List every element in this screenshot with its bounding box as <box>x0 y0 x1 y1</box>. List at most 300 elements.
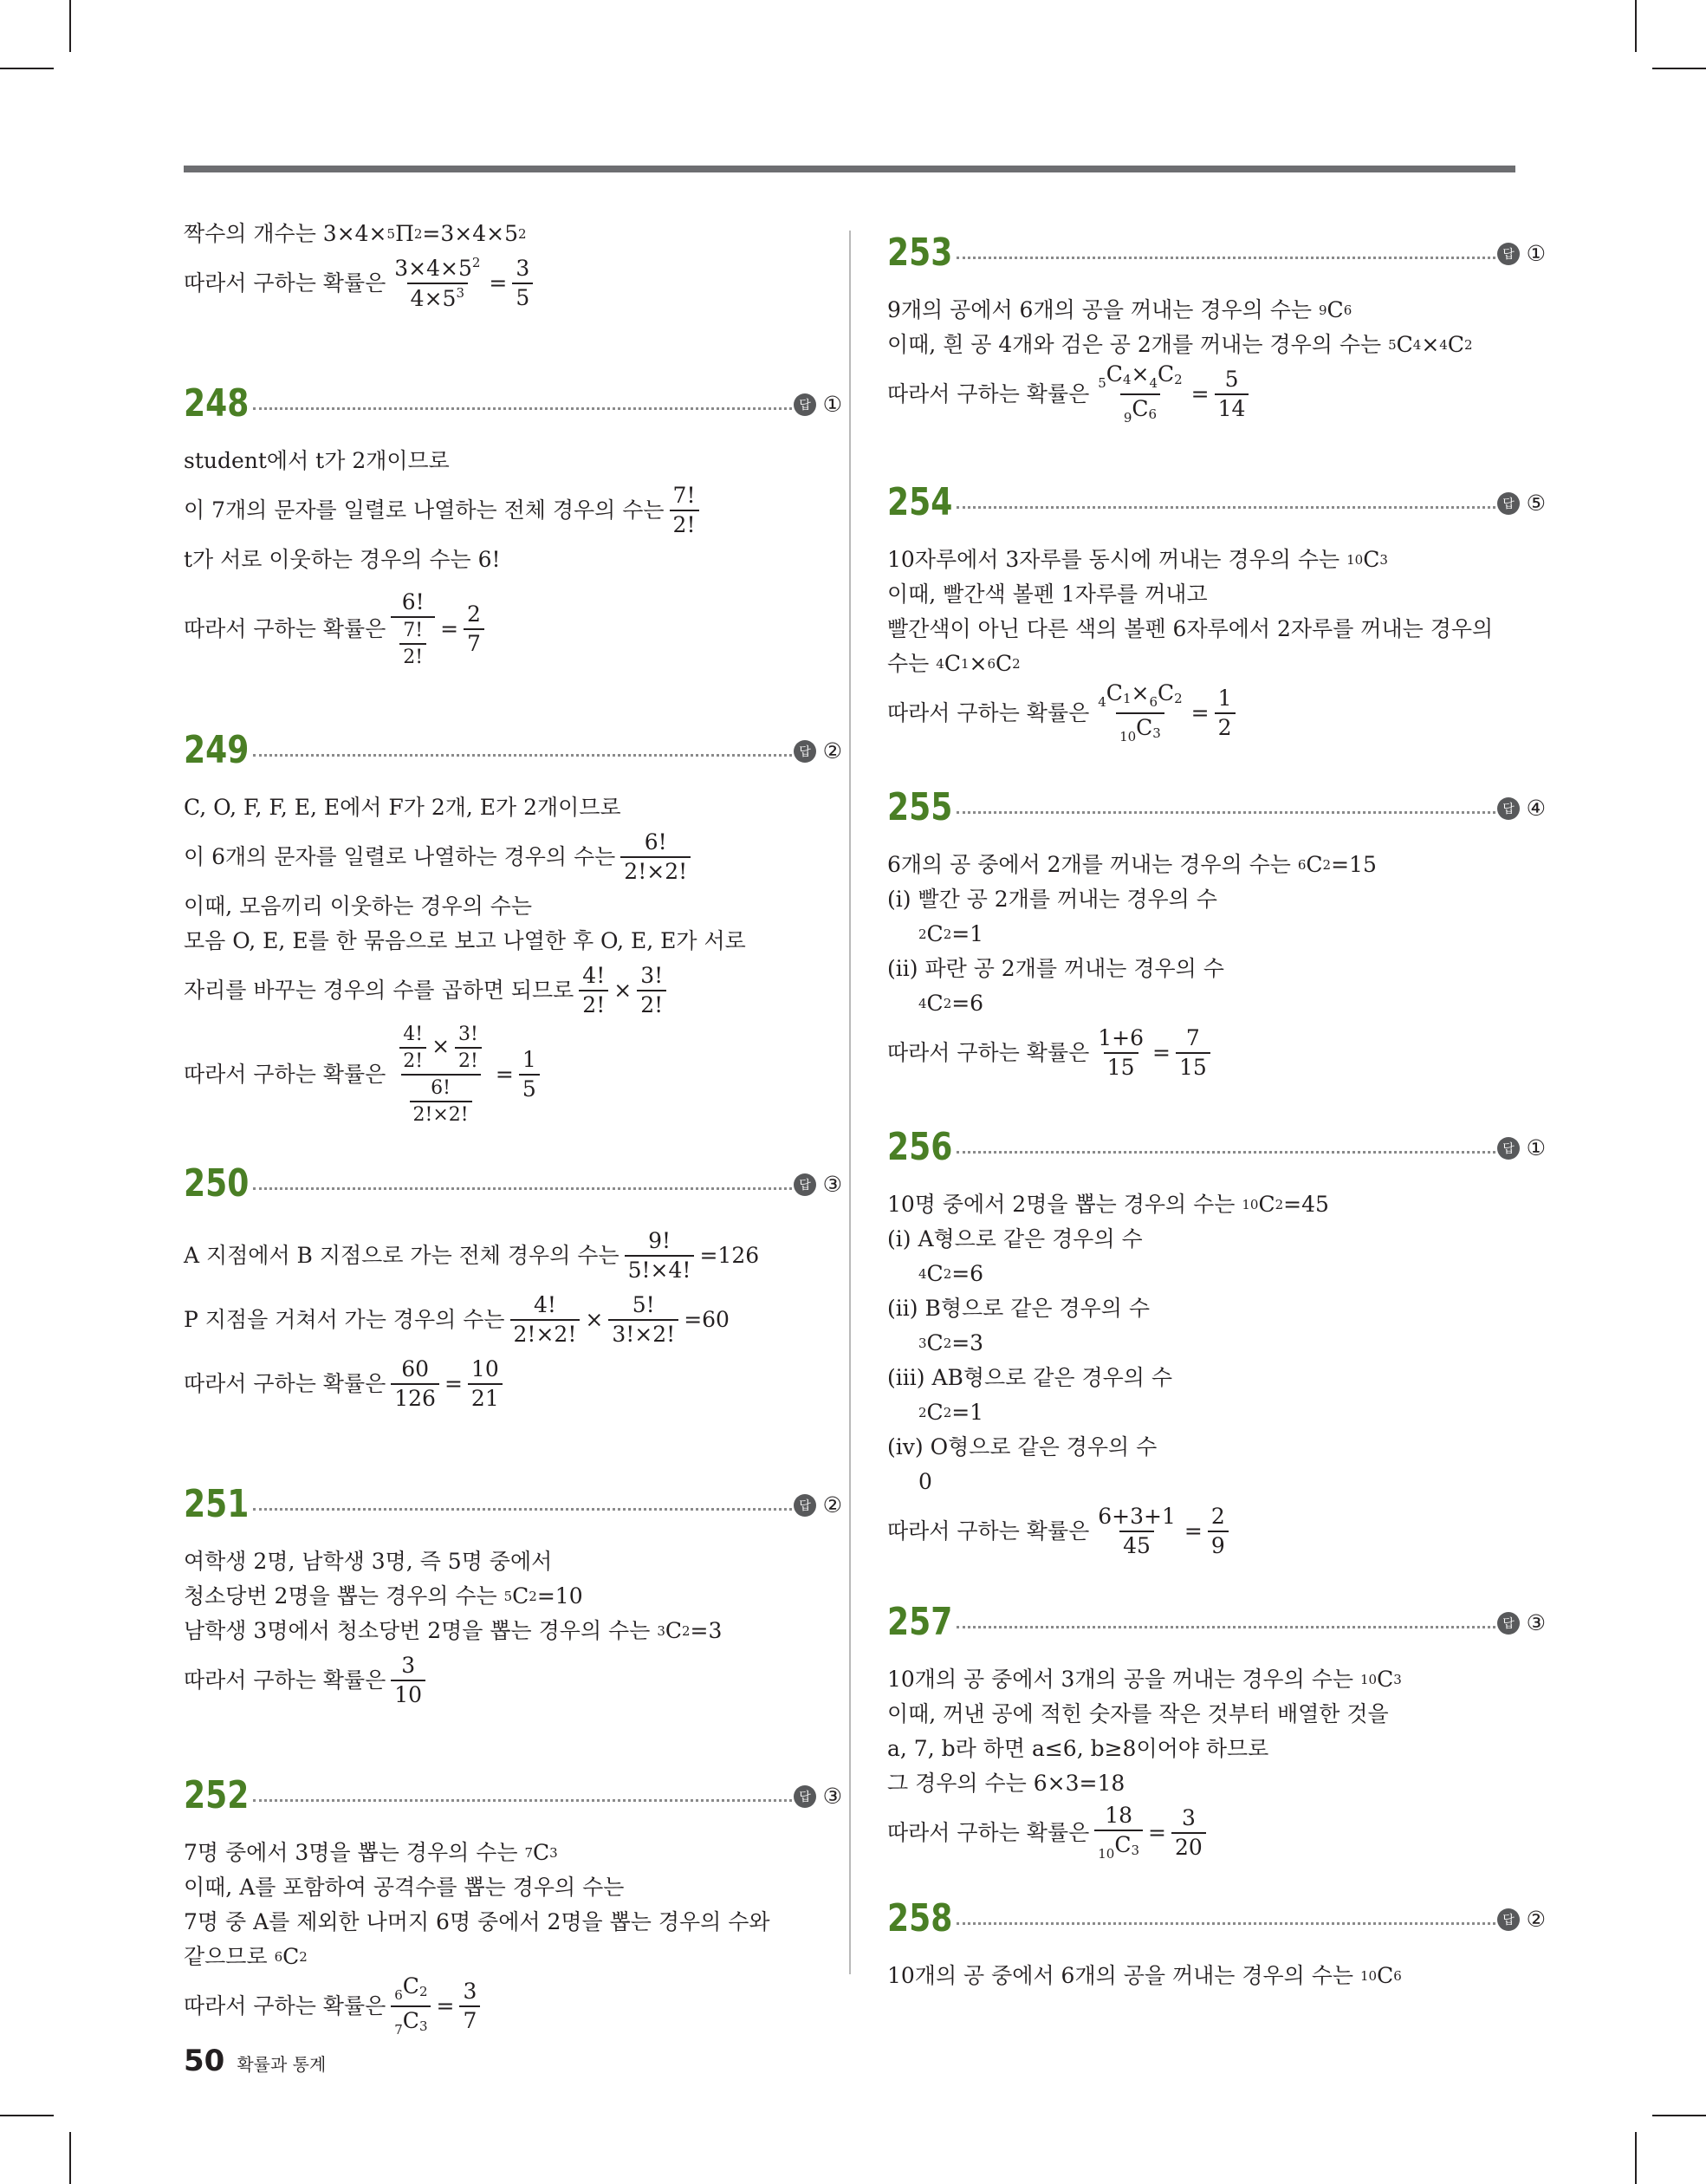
problem-252 <box>184 1768 842 2038</box>
text: C <box>1396 332 1413 357</box>
text: 따라서 구하는 확률은 <box>887 1518 1090 1544</box>
problem-250 <box>184 1156 842 1416</box>
text: 10개의 공 중에서 3개의 공을 꺼내는 경우의 수는 <box>887 1667 1354 1692</box>
text: 2 <box>682 1623 691 1639</box>
text: 3 <box>1131 1843 1140 1859</box>
column-divider <box>849 231 851 1974</box>
dotted-leader <box>957 1922 1495 1925</box>
fraction <box>1094 1024 1147 1080</box>
text-line <box>184 577 842 681</box>
text: 2 <box>299 1949 308 1965</box>
answer-choice: ② <box>1526 1907 1546 1932</box>
text: 2!×2! <box>620 856 691 883</box>
text-line <box>887 882 1546 917</box>
crop-mark <box>1635 2132 1637 2184</box>
text: 따라서 구하는 확률은 <box>184 616 386 641</box>
fraction <box>399 1024 426 1071</box>
answer-choice: ③ <box>822 1784 842 1809</box>
text: 10개의 공 중에서 6개의 공을 꺼내는 경우의 수는 <box>887 1963 1354 1988</box>
answer-mark-icon: 답 <box>794 1494 816 1517</box>
text: 청소당번 2명을 뽑는 경우의 수는 <box>184 1583 497 1609</box>
text: 2 <box>529 1589 537 1604</box>
text-line <box>184 825 842 889</box>
text: = <box>440 616 459 641</box>
text-line <box>184 251 842 315</box>
text: =15 <box>1331 852 1377 877</box>
text-line <box>887 1361 1546 1395</box>
text: = <box>1190 381 1210 406</box>
text: (ⅲ) AB형으로 같은 경우의 수 <box>887 1365 1173 1390</box>
text: 4 <box>936 656 944 672</box>
text: 1 <box>522 1046 536 1072</box>
text-line <box>887 543 1546 577</box>
text-line <box>887 647 1546 681</box>
text: 5!×4! <box>625 1255 695 1282</box>
text: 6 <box>1148 406 1158 422</box>
answer-mark-icon: 답 <box>794 1785 816 1808</box>
text: 7명 중에서 3명을 뽑는 경우의 수는 <box>184 1840 518 1865</box>
text: 3! <box>458 1023 478 1045</box>
text: 18 <box>1105 1803 1133 1828</box>
text: =3 <box>690 1618 723 1643</box>
problem-number: 258 <box>887 1896 953 1940</box>
text: × <box>585 1307 604 1332</box>
problem-258 <box>887 1891 1546 1993</box>
answer-mark-icon: 답 <box>1497 1137 1520 1160</box>
text-line <box>887 1326 1546 1361</box>
text: 10명 중에서 2명을 뽑는 경우의 수는 <box>887 1192 1236 1217</box>
text: 4 <box>1439 337 1448 353</box>
fraction <box>391 1355 439 1411</box>
answer-choice: ① <box>1526 241 1546 266</box>
text: 5 <box>1224 366 1239 392</box>
dotted-leader <box>253 1187 792 1190</box>
text-line <box>184 1870 842 1905</box>
text-line <box>184 790 842 825</box>
text-line <box>184 924 842 959</box>
text: 2 <box>918 1405 927 1420</box>
text: 6! <box>431 1077 451 1099</box>
text: 10 <box>1119 729 1137 744</box>
dotted-leader <box>957 257 1495 259</box>
text: =10 <box>536 1583 583 1609</box>
text: 3 <box>549 1845 558 1861</box>
text-line <box>887 1430 1546 1465</box>
text: 7! <box>672 482 696 508</box>
fraction <box>1094 363 1185 426</box>
text: 2 <box>1463 337 1473 353</box>
text: 10 <box>1346 552 1364 568</box>
answer-mark-icon: 답 <box>1497 1612 1520 1635</box>
text: 같으므로 <box>184 1944 268 1969</box>
problem-255 <box>887 780 1546 1085</box>
text: 45 <box>1119 1531 1154 1557</box>
text: P 지점을 거쳐서 가는 경우의 수는 <box>184 1307 505 1332</box>
problem-number: 248 <box>184 381 250 426</box>
text: 9 <box>1208 1531 1229 1557</box>
text: 15 <box>1176 1052 1210 1079</box>
text: 20 <box>1171 1832 1206 1859</box>
answer-choice: ① <box>822 392 842 417</box>
text-line <box>184 1940 842 1974</box>
text: C <box>926 1330 944 1355</box>
text-line <box>887 848 1546 882</box>
text: 빨간색이 아닌 다른 색의 볼펜 6자루에서 2자루를 꺼내는 경우의 <box>887 616 1494 641</box>
text: 7 <box>464 628 484 655</box>
text: 2 <box>1174 372 1183 388</box>
fraction <box>579 962 608 1017</box>
problem-number: 253 <box>887 231 953 275</box>
page-footer <box>184 2044 326 2078</box>
text: C <box>1106 361 1123 387</box>
text: 2 <box>943 1336 952 1351</box>
text: C <box>944 651 961 676</box>
text: 2 <box>943 1266 952 1282</box>
problem-249 <box>184 723 842 1127</box>
text: 9 <box>1123 410 1132 426</box>
text-line <box>887 1732 1546 1766</box>
problem-header <box>887 1891 1546 1947</box>
text: 5 <box>519 1074 540 1101</box>
problem-256 <box>887 1120 1546 1563</box>
text-line <box>184 444 842 478</box>
answer-choice: ③ <box>1526 1610 1546 1635</box>
text: 10 <box>1360 1672 1378 1687</box>
text: (ⅳ) O형으로 같은 경우의 수 <box>887 1434 1158 1459</box>
problem-header <box>887 1120 1546 1175</box>
text: 6! <box>401 588 425 614</box>
text: 9 <box>1319 302 1327 318</box>
problem-header <box>184 1156 842 1212</box>
text: × <box>1131 361 1150 387</box>
text-line <box>887 1187 1546 1222</box>
page-number: 50 <box>184 2044 225 2078</box>
text: = <box>1184 1518 1203 1544</box>
problem-number: 249 <box>184 728 250 772</box>
fraction <box>625 1227 695 1283</box>
text: C <box>665 1618 682 1643</box>
text: 3 <box>463 1978 477 2004</box>
text-line <box>887 986 1546 1021</box>
fraction <box>1215 368 1249 421</box>
fraction <box>459 1980 480 2033</box>
text: C <box>1106 680 1123 706</box>
text: 4 <box>1412 337 1422 353</box>
text-line <box>887 952 1546 986</box>
text: C <box>1157 680 1175 706</box>
problem-254 <box>887 475 1546 745</box>
answer-choice: ④ <box>1526 796 1546 821</box>
answer-mark-icon: 답 <box>794 740 816 763</box>
text: =3 <box>951 1330 984 1355</box>
text-line <box>184 959 842 1023</box>
answer-mark-icon: 답 <box>1497 1908 1520 1931</box>
text: 따라서 구하는 확률은 <box>184 1371 386 1396</box>
answer-choice: ② <box>822 738 842 764</box>
fraction <box>637 962 666 1017</box>
dotted-leader <box>957 811 1495 814</box>
text: 15 <box>1104 1052 1138 1079</box>
text: × <box>1131 680 1150 706</box>
text: 따라서 구하는 확률은 <box>184 270 386 296</box>
text-line <box>184 1544 842 1579</box>
text: 6개의 공 중에서 2개를 꺼내는 경우의 수는 <box>887 852 1291 877</box>
text: 2 <box>1174 691 1183 707</box>
fraction <box>391 1654 425 1707</box>
fraction <box>391 588 435 669</box>
text: C <box>533 1840 550 1865</box>
text-line <box>887 1697 1546 1732</box>
text: t가 서로 이웃하는 경우의 수는 6! <box>184 547 501 572</box>
text: 6 <box>1149 694 1158 711</box>
text: 3 <box>918 1336 927 1351</box>
text: C <box>1114 1832 1132 1858</box>
text-line <box>887 1021 1546 1085</box>
text: (ⅱ) B형으로 같은 경우의 수 <box>887 1296 1151 1321</box>
text: = <box>495 1062 514 1087</box>
answer-choice: ⑤ <box>1526 491 1546 516</box>
text: 0 <box>918 1469 932 1494</box>
text: 자리를 바꾸는 경우의 수를 곱하면 되므로 <box>184 978 574 1003</box>
text: 7 <box>524 1845 533 1861</box>
fraction <box>1094 682 1185 744</box>
dotted-leader <box>253 754 792 757</box>
text: 따라서 구하는 확률은 <box>887 1820 1090 1845</box>
text: 7명 중 A를 제외한 나머지 6명 중에서 2명을 뽑는 경우의 수와 <box>184 1909 770 1934</box>
fraction <box>1215 687 1236 740</box>
text: =60 <box>684 1307 730 1332</box>
text: 짝수의 개수는 3×4× <box>184 221 387 246</box>
fraction <box>1094 1804 1143 1862</box>
text: 14 <box>1215 393 1249 420</box>
text-line <box>887 293 1546 328</box>
text-line <box>887 1222 1546 1257</box>
text-line <box>184 217 842 251</box>
problem-number: 256 <box>887 1125 953 1169</box>
text: C <box>1377 1667 1394 1692</box>
text: 1 <box>960 656 970 672</box>
text: 7 <box>459 2005 480 2032</box>
crop-mark <box>0 2115 54 2116</box>
text: =3×4×5 <box>422 221 518 246</box>
text: 남학생 3명에서 청소당번 2명을 뽑는 경우의 수는 <box>184 1618 651 1643</box>
text-line <box>887 1499 1546 1563</box>
text-line <box>887 1662 1546 1697</box>
text: = <box>1152 1040 1171 1065</box>
text: × <box>969 651 988 676</box>
text: 1+6 <box>1098 1024 1145 1050</box>
text: C <box>402 1973 419 1999</box>
carry-over-solution <box>184 217 842 315</box>
text: 5 <box>1098 375 1106 392</box>
text: (ⅰ) 빨간 공 2개를 꺼내는 경우의 수 <box>887 887 1217 912</box>
text: 4×5 <box>410 286 457 311</box>
problem-header <box>184 723 842 778</box>
text: C <box>1377 1963 1394 1988</box>
fraction <box>455 1024 482 1071</box>
text: 3 <box>516 255 530 281</box>
text: 따라서 구하는 확률은 <box>184 1993 386 2018</box>
answer-mark-icon: 답 <box>794 393 816 416</box>
text: C, O, F, F, E, E에서 F가 2개, E가 2개이므로 <box>184 795 621 820</box>
text: 이때, 모음끼리 이웃하는 경우의 수는 <box>184 894 532 919</box>
text: =1 <box>951 1400 984 1425</box>
text: 5 <box>512 283 533 309</box>
text: C <box>996 651 1013 676</box>
text: 3 <box>657 1623 665 1639</box>
text: 4 <box>918 996 927 1011</box>
text: 5! <box>632 1291 655 1317</box>
text: 2!×2! <box>510 1319 581 1346</box>
text-line <box>887 917 1546 952</box>
problem-number: 252 <box>184 1773 250 1817</box>
fraction <box>410 1078 472 1125</box>
text: 4 <box>1098 694 1106 711</box>
text: 2 <box>413 226 423 242</box>
fraction <box>464 603 484 656</box>
text: = <box>1148 1820 1166 1845</box>
text: C <box>926 991 944 1016</box>
text: 2 <box>1322 857 1332 873</box>
text-line <box>887 362 1546 426</box>
text-line <box>184 543 842 577</box>
text: 2! <box>670 510 699 536</box>
text: 2 <box>943 926 952 942</box>
text: 2! <box>637 990 666 1017</box>
text: A 지점에서 B 지점으로 가는 전체 경우의 수는 <box>184 1243 619 1268</box>
text: 3 <box>1393 1672 1402 1687</box>
text-line <box>184 889 842 924</box>
text-line <box>184 1836 842 1870</box>
text: 4 <box>1122 372 1132 388</box>
fraction <box>468 1355 503 1411</box>
text: C <box>1306 852 1323 877</box>
text: × <box>431 1033 451 1059</box>
text: C <box>926 1400 944 1425</box>
fraction <box>608 1291 678 1347</box>
text: 10 <box>470 1355 499 1381</box>
text: student에서 t가 2개이므로 <box>184 448 450 473</box>
text: =45 <box>1283 1192 1329 1217</box>
text: 이 7개의 문자를 일렬로 나열하는 전체 경우의 수는 <box>184 497 665 523</box>
fraction <box>670 484 699 537</box>
text: 4! <box>582 962 606 988</box>
problem-header <box>184 1477 842 1532</box>
dotted-leader <box>957 506 1495 509</box>
problem-header <box>887 225 1546 281</box>
text: = <box>489 270 508 296</box>
text: 21 <box>468 1383 503 1410</box>
crop-mark <box>1652 68 1706 69</box>
problem-257 <box>887 1595 1546 1865</box>
text: 6 <box>1343 302 1352 318</box>
text: × <box>1421 332 1440 357</box>
crop-mark <box>1652 2115 1706 2116</box>
text: = <box>444 1371 463 1396</box>
fraction <box>391 1024 490 1125</box>
text: =6 <box>951 991 984 1016</box>
text: 이때, 꺼낸 공에 적힌 숫자를 작은 것부터 배열한 것을 <box>887 1701 1389 1726</box>
dotted-leader <box>957 1151 1495 1154</box>
problem-number: 254 <box>887 480 953 524</box>
text: C <box>282 1944 300 1969</box>
text: 6! <box>644 829 667 855</box>
text: 2 <box>1275 1197 1284 1212</box>
text: 2 <box>467 601 481 627</box>
header-rule <box>184 166 1515 172</box>
text: 6 <box>987 656 996 672</box>
text-line <box>887 1395 1546 1430</box>
text: 7! <box>403 620 424 642</box>
fraction <box>1171 1804 1206 1860</box>
text: 여학생 2명, 남학생 3명, 즉 5명 중에서 <box>184 1549 553 1574</box>
text: 모음 O, E, E를 한 묶음으로 보고 나열한 후 O, E, E가 서로 <box>184 928 746 953</box>
text: =6 <box>951 1261 984 1286</box>
fraction <box>391 254 483 311</box>
fraction <box>391 1975 431 2038</box>
text-line <box>184 1224 842 1288</box>
answer-choice: ③ <box>822 1172 842 1197</box>
text: C <box>926 921 944 946</box>
text: =1 <box>951 921 984 946</box>
text: 1 <box>1217 685 1232 711</box>
text-line <box>887 1801 1546 1865</box>
text: 126 <box>391 1383 439 1410</box>
text: 2 <box>1210 1503 1225 1529</box>
dotted-leader <box>253 1799 792 1802</box>
text: 3!×2! <box>608 1319 678 1346</box>
text: 3 <box>1181 1804 1196 1830</box>
text: 따라서 구하는 확률은 <box>184 1062 386 1087</box>
text: 이때, 흰 공 4개와 검은 공 2개를 꺼내는 경우의 수는 <box>887 332 1382 357</box>
text-line <box>887 1959 1546 1993</box>
text: 1 <box>1122 691 1132 707</box>
text: 2 <box>943 996 952 1011</box>
left-column <box>184 217 842 2038</box>
text: 2 <box>1215 712 1236 739</box>
text: 4! <box>403 1023 424 1045</box>
problem-header <box>887 780 1546 835</box>
crop-mark <box>69 0 71 52</box>
text: C <box>1327 297 1344 322</box>
text: C <box>1157 361 1175 387</box>
answer-mark-icon: 답 <box>1497 492 1520 515</box>
text: 2! <box>455 1047 482 1071</box>
text: C <box>1258 1192 1275 1217</box>
text-line <box>184 478 842 543</box>
problem-header <box>184 1768 842 1823</box>
text: × <box>613 978 632 1003</box>
text-line <box>184 1974 842 2038</box>
text-line <box>184 1352 842 1416</box>
fraction <box>519 1046 540 1102</box>
text: C <box>1136 715 1153 740</box>
text: 6 <box>274 1949 283 1965</box>
text: 3! <box>640 962 664 988</box>
text-line <box>887 681 1546 745</box>
text: 3 <box>1152 725 1161 741</box>
text: 2 <box>418 1984 428 2000</box>
text-line <box>887 1766 1546 1801</box>
text: 2 <box>918 926 927 942</box>
crop-mark <box>69 2132 71 2184</box>
text-line <box>184 1614 842 1648</box>
text: 이때, 빨간색 볼펜 1자루를 꺼내고 <box>887 582 1208 607</box>
problem-header <box>184 376 842 432</box>
text: 6 <box>1393 1968 1402 1984</box>
text: 10 <box>1360 1968 1378 1984</box>
text: 7 <box>394 2022 403 2038</box>
